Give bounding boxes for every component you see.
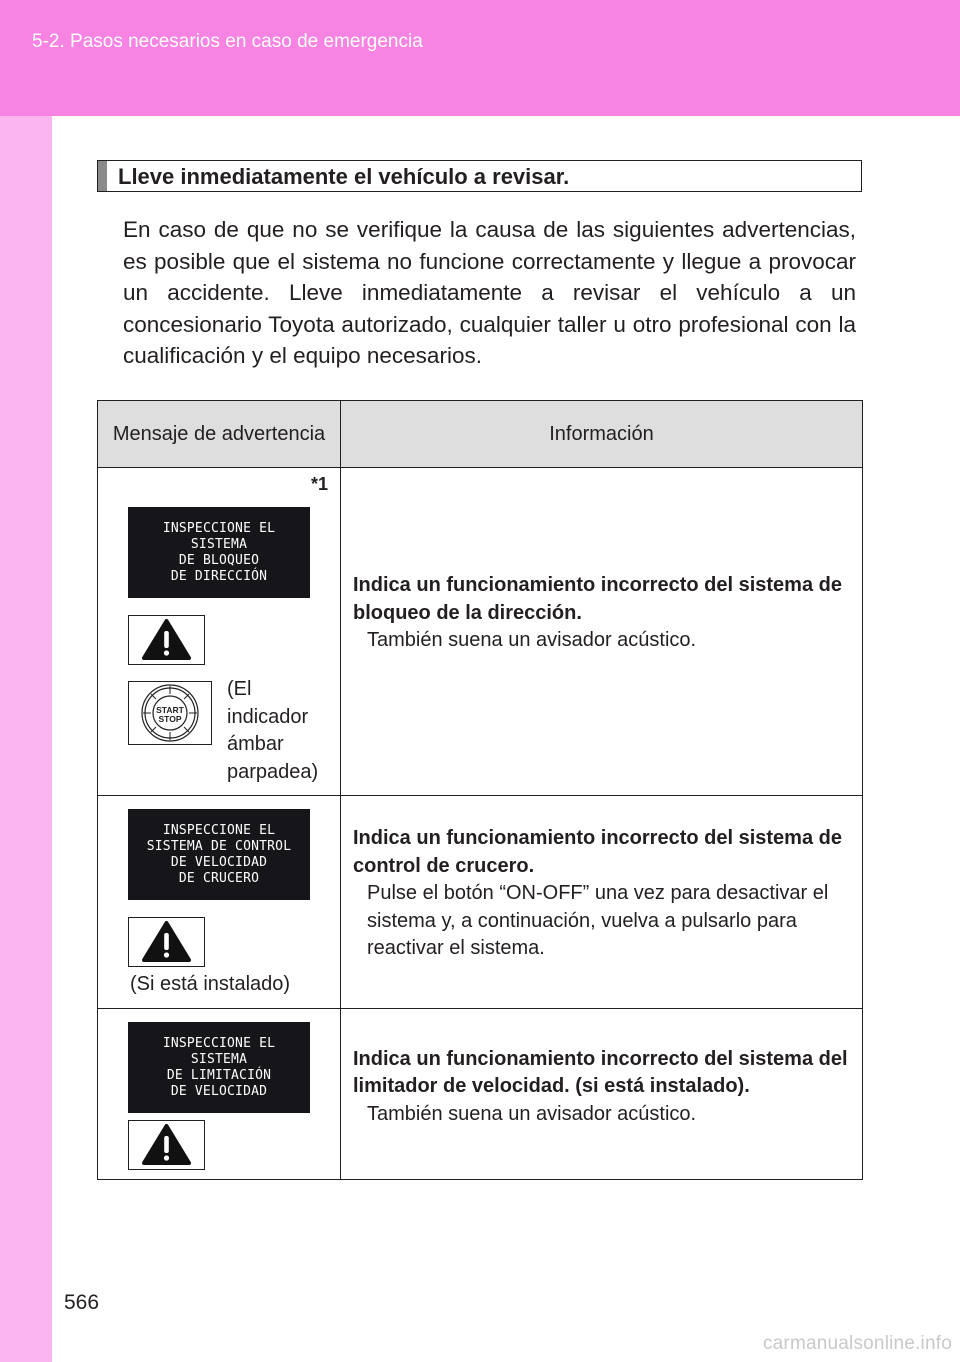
lcd-line: SISTEMA (190, 1051, 248, 1067)
warning-triangle-icon (128, 1120, 205, 1170)
section-title-bar (98, 161, 107, 191)
message-cell (98, 1009, 341, 1180)
table-row (98, 796, 863, 1009)
column-header-info: Información (341, 401, 863, 468)
warning-triangle-icon (128, 615, 205, 665)
message-cell (98, 468, 341, 796)
message-cell (98, 796, 341, 1009)
info-note: Pulse el botón “ON-OFF” una vez para desactivar el sistema y, a continuación, vuelva a pulsarlo para reactivar el sistema. (367, 882, 829, 960)
footer-watermark: carmanualsonline.info (762, 1333, 952, 1354)
info-note: También suena un avisador acústico. (367, 1102, 697, 1125)
indicator-note: (El indicador ámbar parpadea) (227, 678, 319, 783)
footnote-marker: *1 (310, 474, 328, 494)
table-header-row (98, 401, 863, 468)
lcd-line: DE VELOCIDAD (170, 1083, 268, 1099)
lcd-line: DE VELOCIDAD (170, 854, 268, 870)
lcd-display (128, 507, 310, 598)
column-header-message: Mensaje de advertencia (98, 401, 341, 468)
lcd-line: DE LIMITACIÓN (166, 1067, 272, 1083)
lcd-line: INSPECCIONE EL (162, 822, 276, 838)
install-note: (Si está instalado) (130, 973, 291, 995)
lcd-line: DE DIRECCIÓN (170, 568, 268, 584)
section-header: 5-2. Pasos necesarios en caso de emergencia (32, 31, 423, 52)
info-note: También suena un avisador acústico. (367, 629, 697, 652)
start-label: START (156, 705, 184, 715)
stop-label: STOP (158, 714, 182, 724)
lcd-display (128, 1022, 310, 1113)
info-cell (341, 796, 863, 1009)
lcd-line: DE BLOQUEO (178, 552, 260, 568)
info-cell (341, 468, 863, 796)
section-title-box (97, 160, 862, 192)
table-row (98, 1009, 863, 1180)
table-row (98, 468, 863, 796)
lcd-line: INSPECCIONE EL (162, 1035, 276, 1051)
lcd-display (128, 809, 310, 900)
info-bold: Indica un funcionamiento incorrecto del sistema de control de crucero. (353, 827, 842, 877)
side-band (0, 116, 52, 1362)
start-stop-button-icon (128, 681, 212, 745)
section-title: Lleve inmediatamente el vehículo a revisar. (118, 164, 570, 189)
info-bold: Indica un funcionamiento incorrecto del sistema del limitador de velocidad. (si está instalado). (353, 1047, 848, 1098)
header-band (0, 0, 960, 116)
warning-triangle-icon (128, 917, 205, 967)
page-number: 566 (64, 1291, 100, 1314)
lcd-line: SISTEMA (190, 536, 248, 552)
warning-table (97, 400, 863, 1180)
lcd-line: DE CRUCERO (178, 870, 260, 886)
lcd-line: SISTEMA DE CONTROL (146, 838, 292, 854)
lcd-line: INSPECCIONE EL (162, 520, 276, 536)
info-bold: Indica un funcionamiento incorrecto del sistema de bloqueo de la dirección. (353, 574, 842, 624)
intro-paragraph: En caso de que no se verifique la causa de las siguientes advertencias, es posible que el sistema no funcione correctamente y llegue a provocar un accidente. Lleve inmediatamente a revisar el vehículo a un concesionario Toyota autorizado, cualquier taller u otro profesional con la cualificación y el equipo necesarios. (123, 217, 856, 368)
info-cell (341, 1009, 863, 1180)
